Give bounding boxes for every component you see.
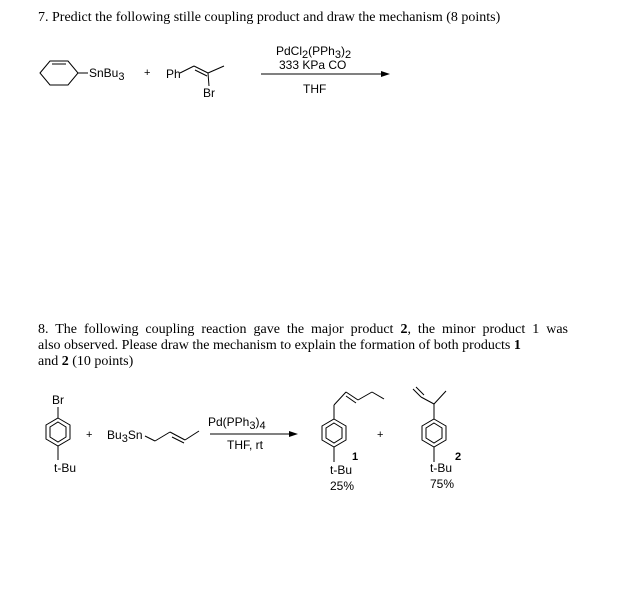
product-2-branched — [413, 387, 446, 462]
q8-minor-number: 1 — [513, 338, 521, 353]
q8-conditions: THF, rt — [227, 438, 263, 452]
q7-arrowhead — [381, 71, 390, 77]
q7-prompt: 7. Predict the following stille coupling product and draw the mechanism (8 points) — [38, 10, 501, 25]
product-1-tbu-label: t-Bu — [330, 463, 353, 477]
q7-solvent: THF — [303, 82, 327, 96]
q8-line3-post: (10 points) — [68, 354, 134, 369]
q8-arrowhead — [289, 431, 298, 437]
q7-catalyst: PdCl2(PPh3)2 — [276, 44, 352, 61]
q7-plus-sign: + — [144, 67, 151, 79]
q8-catalyst: Pd(PPh3)4 — [208, 415, 266, 432]
tributylstannyl-label-q8: Bu3Sn — [107, 428, 143, 445]
product-2-yield: 75% — [430, 477, 455, 491]
tributylstannyl-label: SnBu3 — [89, 66, 125, 83]
q8-bromo-label: Br — [52, 393, 64, 407]
product-1-number: 1 — [352, 451, 359, 463]
q8-line1-pre: 8. The following coupling reaction gave the major product — [38, 322, 401, 337]
q8-line1-post: , the minor product 1 was — [407, 322, 568, 337]
products-plus-sign: + — [377, 429, 384, 441]
q7-co-pressure: 333 KPa CO — [279, 58, 347, 72]
q8-plus-sign: + — [86, 429, 93, 441]
product-2-tbu-label: t-Bu — [430, 461, 453, 475]
cyclohexene-ring — [40, 61, 78, 85]
q8-major-number: 2 — [400, 322, 408, 337]
q8-aryl-bromide — [46, 407, 70, 460]
q8-line3-pre: and — [38, 354, 62, 369]
phenyl-label: Ph — [166, 67, 181, 81]
product-2-number: 2 — [455, 451, 462, 463]
q8-line3-number: 2 — [61, 354, 69, 369]
vinyl-bromide — [180, 66, 224, 86]
product-1-yield: 25% — [330, 479, 355, 493]
q7-bromo-label: Br — [203, 86, 215, 100]
q8-line2-pre: also observed. Please draw the mechanism to explain the formation of both products — [38, 338, 514, 353]
q8-crotyl-stannane — [145, 431, 199, 443]
q8-tbu-label: t-Bu — [54, 461, 77, 475]
